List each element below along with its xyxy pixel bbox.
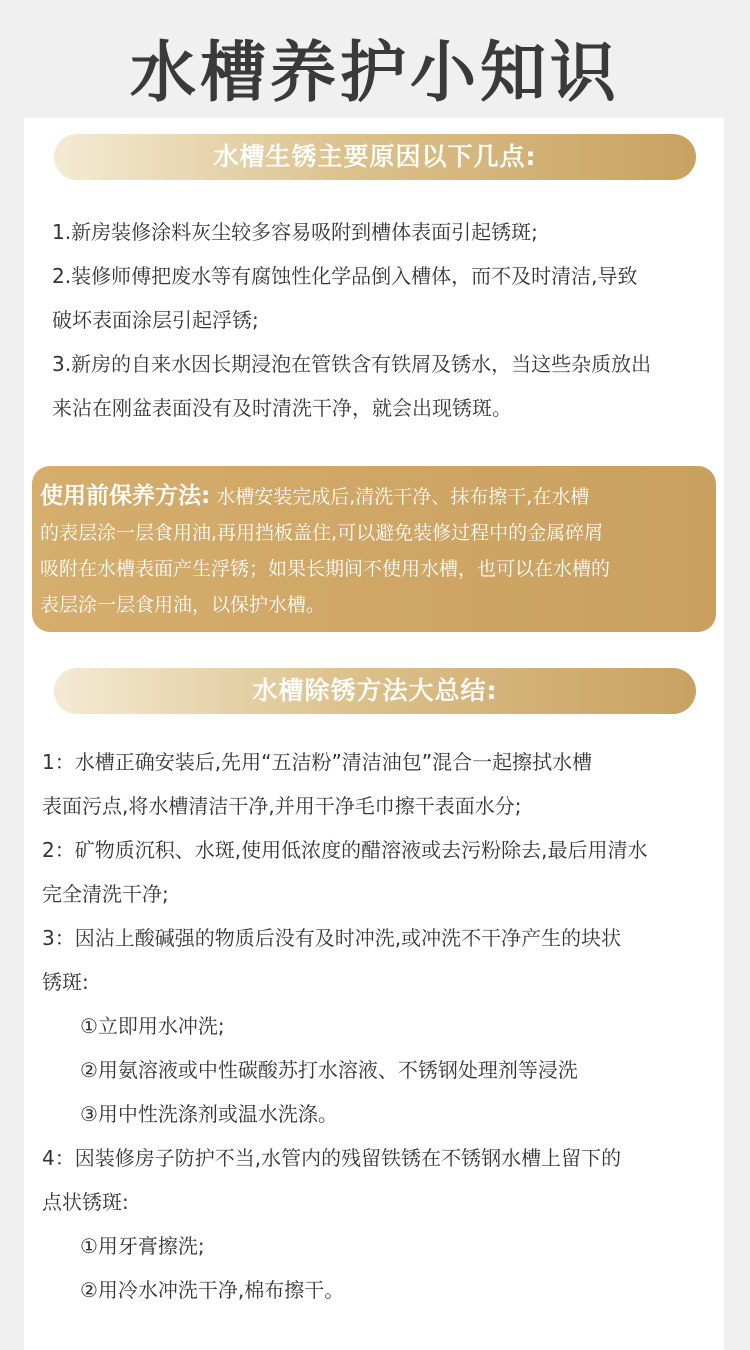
rust-cause-line: 3.新房的自来水因长期浸泡在管铁含有铁屑及锈水，当这些杂质放出 — [52, 352, 652, 376]
rust-cause-line: 来沾在刚盆表面没有及时清洗干净，就会出现锈斑。 — [52, 396, 512, 420]
rust-removal-heading: 水槽除锈方法大总结: — [54, 668, 696, 714]
rust-removal-line: 点状锈斑: — [42, 1190, 129, 1214]
rust-removal-line: 表面污点,将水槽清洁干净,并用干净毛巾擦干表面水分; — [42, 794, 522, 818]
rust-removal-line: 4：因装修房子防护不当,水管内的残留铁锈在不锈钢水槽上留下的 — [42, 1146, 622, 1170]
page-title: 水槽养护小知识 — [130, 34, 620, 111]
rust-causes-heading: 水槽生锈主要原因以下几点: — [54, 134, 696, 180]
pre-use-text: 水槽安装完成后,清洗干净、抹布擦干,在水槽 — [210, 486, 590, 508]
pre-use-line: 的表层涂一层食用油,再用挡板盖住,可以避免装修过程中的金属碎屑 — [40, 522, 604, 544]
pre-use-label: 使用前保养方法: — [40, 483, 211, 509]
rust-removal-subitem: ①立即用水冲洗; — [80, 1014, 225, 1038]
rust-removal-subitem: ②用氨溶液或中性碳酸苏打水溶液、不锈钢处理剂等浸洗 — [80, 1058, 578, 1082]
rust-removal-line: 1：水槽正确安装后,先用“五洁粉”清洁油包”混合一起擦拭水槽 — [42, 750, 593, 774]
rust-removal-line: 2：矿物质沉积、水斑,使用低浓度的醋溶液或去污粉除去,最后用清水 — [42, 838, 648, 862]
rust-causes-list — [52, 210, 722, 430]
rust-removal-subitem: ③用中性洗涤剂或温水洗涤。 — [80, 1102, 338, 1126]
rust-removal-subitem: ①用牙膏擦洗; — [80, 1234, 205, 1258]
rust-cause-line: 1.新房装修涂料灰尘较多容易吸附到槽体表面引起锈斑; — [52, 220, 538, 244]
rust-removal-line: 锈斑: — [42, 970, 89, 994]
rust-removal-list — [42, 740, 722, 1312]
pre-use-line: 表层涂一层食用油，以保护水槽。 — [40, 594, 326, 616]
rust-removal-subitem: ②用冷水冲洗干净,棉布擦干。 — [80, 1278, 345, 1302]
pre-use-care-box — [32, 466, 716, 632]
rust-removal-line: 3：因沾上酸碱强的物质后没有及时冲洗,或冲洗不干净产生的块状 — [42, 926, 622, 950]
rust-cause-line: 破坏表面涂层引起浮锈; — [52, 308, 259, 332]
rust-removal-line: 完全清洗干净; — [42, 882, 169, 906]
pre-use-line: 吸附在水槽表面产生浮锈；如果长期间不使用水槽，也可以在水槽的 — [40, 558, 611, 580]
rust-cause-line: 2.装修师傅把废水等有腐蚀性化学品倒入槽体，而不及时清洁,导致 — [52, 264, 638, 288]
pre-use-first-line — [40, 478, 708, 515]
